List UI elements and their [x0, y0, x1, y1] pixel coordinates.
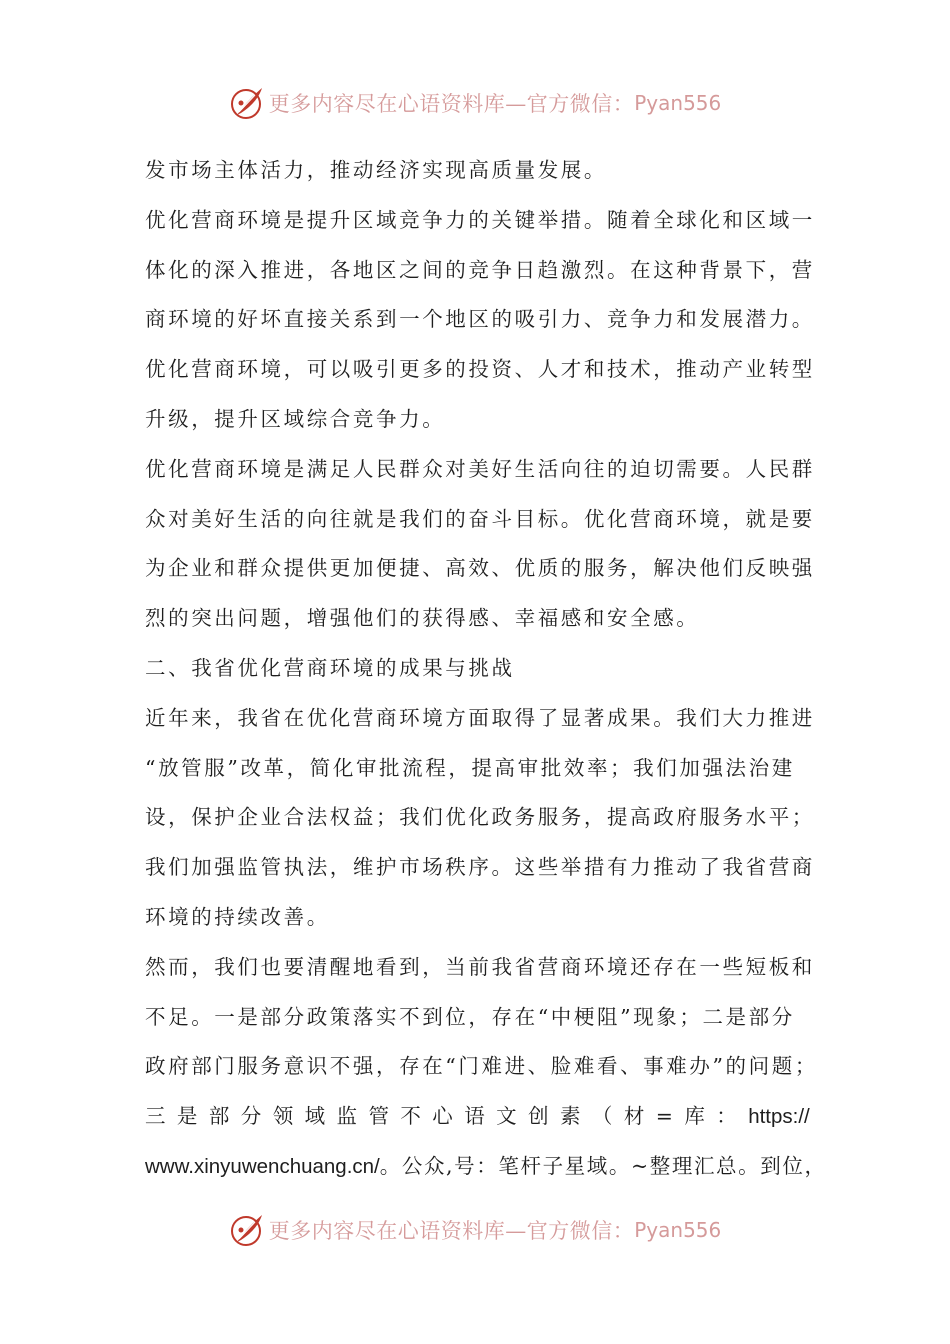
char: 文 [496, 1104, 517, 1129]
char: 是 [176, 1104, 198, 1129]
char: 域 [304, 1104, 326, 1129]
banner-wechat-id: Pyan556 [634, 1218, 722, 1242]
text-line: 不足。一是部分政策落实不到位，存在“中梗阻”现象；二是部分 [145, 1004, 795, 1029]
char: 不 [400, 1104, 421, 1129]
char: 三 [145, 1104, 166, 1129]
text-line: 为企业和群众提供更加便捷、高效、优质的服务，解决他们反映强 [145, 556, 815, 581]
text-line: 发市场主体活力，推动经济实现高质量发展。 [145, 158, 607, 182]
text-line: 环境的持续改善。 [145, 904, 330, 929]
text-line [145, 1142, 827, 1192]
banner-text: 更多内容尽在心语资料库—官方微信： [268, 92, 635, 116]
section-heading: 二、我省优化营商环境的成果与挑战 [145, 655, 515, 680]
banner-text: 更多内容尽在心语资料库—官方微信： [268, 1219, 635, 1243]
text-line: 政府部门服务意识不强，存在“门难进、脸难看、事难办”的问题； [145, 1054, 818, 1079]
text-fragment: 。公众,号：笔杆子星域。~整理汇总。到位， [379, 1153, 827, 1178]
char: = [655, 1104, 673, 1129]
quill-logo-icon [229, 85, 265, 121]
text-line: 体化的深入推进，各地区之间的竞争日趋激烈。在这种背景下，营 [145, 257, 815, 282]
char: 管 [368, 1104, 389, 1129]
text-line: 优化营商环境，可以吸引更多的投资、人才和技术，推动产业转型 [145, 357, 815, 382]
text-line: 众对美好生活的向往就是我们的奋斗目标。优化营商环境，就是要 [145, 506, 815, 531]
char: 材 [623, 1104, 645, 1129]
text-line: 优化营商环境是满足人民群众对美好生活向往的迫切需要。人民群 [145, 456, 815, 481]
text-line: 我们加强监管执法，维护市场秩序。这些举措有力推动了我省营商 [145, 855, 815, 880]
quill-logo-icon [229, 1212, 265, 1248]
char: ： [716, 1104, 737, 1129]
text-line: 优化营商环境是提升区域竞争力的关键举措。随着全球化和区域一 [145, 207, 815, 232]
char: 素 [559, 1104, 581, 1129]
char: 分 [240, 1104, 262, 1129]
char: 领 [272, 1104, 294, 1129]
text-line: 设，保护企业合法权益；我们优化政务服务，提高政府服务水平； [145, 805, 815, 830]
header-banner [0, 83, 950, 123]
char: 库 [684, 1104, 705, 1129]
banner-wechat-id: Pyan556 [634, 91, 722, 115]
char: 监 [336, 1104, 358, 1129]
text-line: 然而，我们也要清醒地看到，当前我省营商环境还存在一些短板和 [145, 954, 815, 979]
char: （ [591, 1104, 613, 1129]
text-line: 升级，提升区域综合竞争力。 [145, 406, 446, 431]
char: 部 [208, 1104, 230, 1129]
text-line: 烈的突出问题，增强他们的获得感、幸福感和安全感。 [145, 606, 700, 631]
char: 创 [528, 1104, 549, 1129]
text-line: “放管服”改革，简化审批流程，提高审批效率；我们加强法治建 [145, 755, 795, 780]
text-line: 商环境的好坏直接关系到一个地区的吸引力、竞争力和发展潜力。 [145, 307, 815, 332]
url-text: www.xinyuwenchuang.cn/ [145, 1154, 380, 1178]
url-fragment: https:// [748, 1105, 810, 1129]
footer-banner [0, 1210, 950, 1250]
text-line: 近年来，我省在优化营商环境方面取得了显著成果。我们大力推进 [145, 705, 815, 730]
char: 心 [432, 1104, 453, 1129]
char: 语 [464, 1104, 485, 1129]
text-line-spread [145, 1092, 810, 1142]
document-body [145, 146, 827, 1192]
